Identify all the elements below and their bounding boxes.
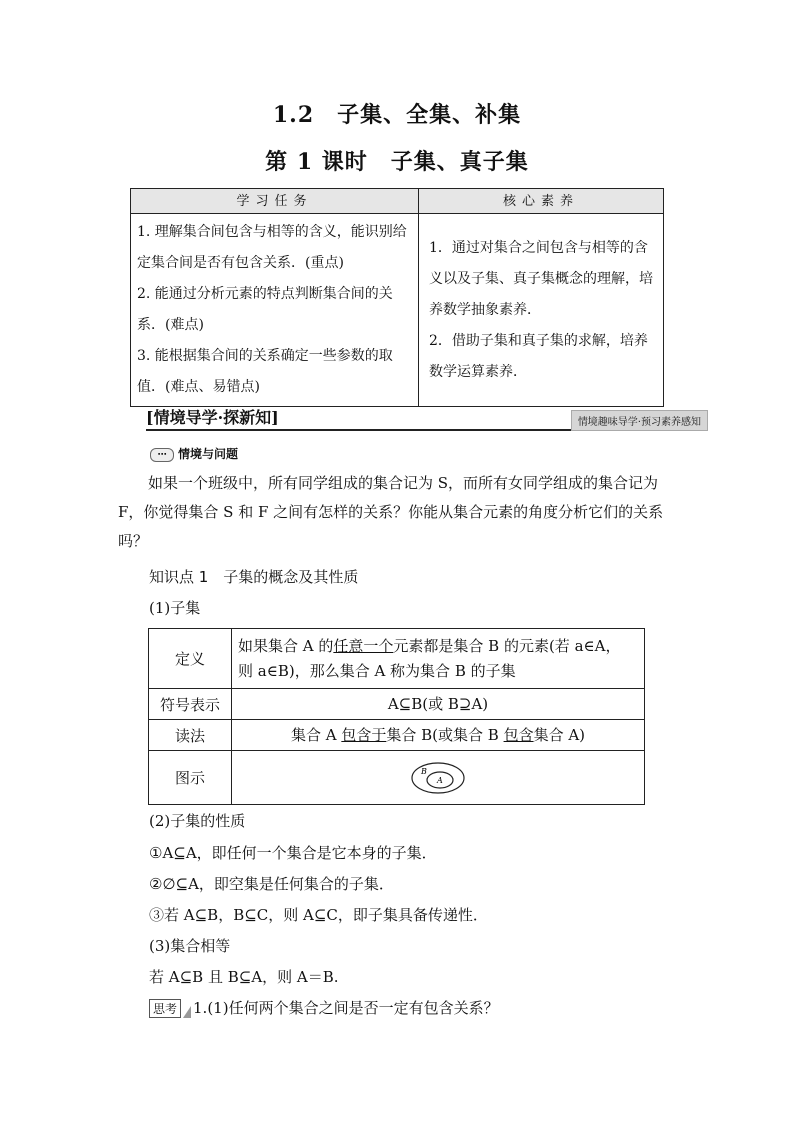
reading-part: 集合 A [290,725,342,744]
header-core-literacy: 核心素养 [419,189,664,214]
situation-text: 如果一个班级中，所有同学组成的集合记为 S，而所有女同学组成的集合记为 F，你觉得集合 S 和 F 之间有怎样的关系？你能从集合元素的角度分析它们的关系吗？ [118,474,664,550]
page-title: 1.2 子集、全集、补集 [272,102,522,128]
definition-label: 定义 [149,629,232,689]
section-title: [情境导学·探新知] [146,408,279,427]
reading-value [232,720,645,751]
symbol-value: A⊆B(或 B⊇A) [232,689,645,720]
literacy-item: 1．通过对集合之间包含与相等的含义以及子集、真子集概念的理解，培养数学抽象素养． [429,239,653,318]
core-literacy-cell [419,214,664,407]
properties-heading: (2)子集的性质 [149,812,246,830]
venn-outer-label: B [421,766,427,776]
reading-underline: 包含 [503,725,534,744]
situation-label [150,445,238,462]
property-item: ①A⊆A，即任何一个集合是它本身的子集． [149,844,437,862]
definition-part: 则 a∈B)，那么集合 A 称为集合 B 的子集 [238,661,516,680]
figure-cell [232,751,645,805]
section-tag: 情境趣味导学·预习素养感知 [571,410,708,431]
header-learning-tasks: 学习任务 [131,189,419,214]
reading-label: 读法 [149,720,232,751]
lesson-title: 第 1 课时 子集、真子集 [265,149,529,175]
equality-text: 若 A⊆B 且 B⊆A，则 A＝B. [149,968,339,986]
definition-part: 元素都是集合 B 的元素(若 a∈A， [393,636,621,655]
symbol-label: 符号表示 [149,689,232,720]
property-item: ②∅⊆A，即空集是任何集合的子集． [149,875,394,893]
think-text: 1.(1)任何两个集合之间是否一定有包含关系？ [193,999,499,1017]
venn-inner-label: A [437,775,443,785]
task-item: 2. 能通过分析元素的特点判断集合间的关系．(难点) [137,286,393,333]
think-label: 思考 [149,999,181,1018]
definition-underline: 任意一个 [333,636,394,655]
definition-part: 如果集合 A 的 [238,636,334,655]
task-item: 1. 理解集合间包含与相等的含义，能识别给定集合间是否有包含关系．(重点) [137,224,407,271]
reading-part: 集合 B(或集合 B [386,725,504,744]
think-question [149,997,499,1018]
speech-bubble-icon: ⋯ [150,448,174,462]
learning-task-table [130,188,664,407]
venn-diagram [410,760,466,796]
definition-value [232,629,645,689]
learning-tasks-cell [131,214,419,407]
think-triangle-icon [183,1006,191,1018]
literacy-item: 2．借助子集和真子集的求解，培养数学运算素养． [429,332,648,380]
knowledge-point-heading [149,566,358,587]
section-header [146,405,708,431]
equality-heading: (3)集合相等 [149,937,231,955]
subset-heading: (1)子集 [149,599,201,617]
property-item: ③若 A⊆B，B⊆C，则 A⊆C，即子集具备传递性． [149,906,488,924]
reading-part: 集合 A) [533,725,586,744]
subset-table [148,628,645,805]
task-item: 3. 能根据集合间的关系确定一些参数的取值．(难点、易错点) [137,348,393,395]
reading-underline: 包含于 [341,725,387,744]
situation-label-text: 情境与问题 [178,447,239,461]
figure-label: 图示 [149,751,232,805]
knowledge-point-text: 知识点 1 子集的概念及其性质 [149,568,359,586]
